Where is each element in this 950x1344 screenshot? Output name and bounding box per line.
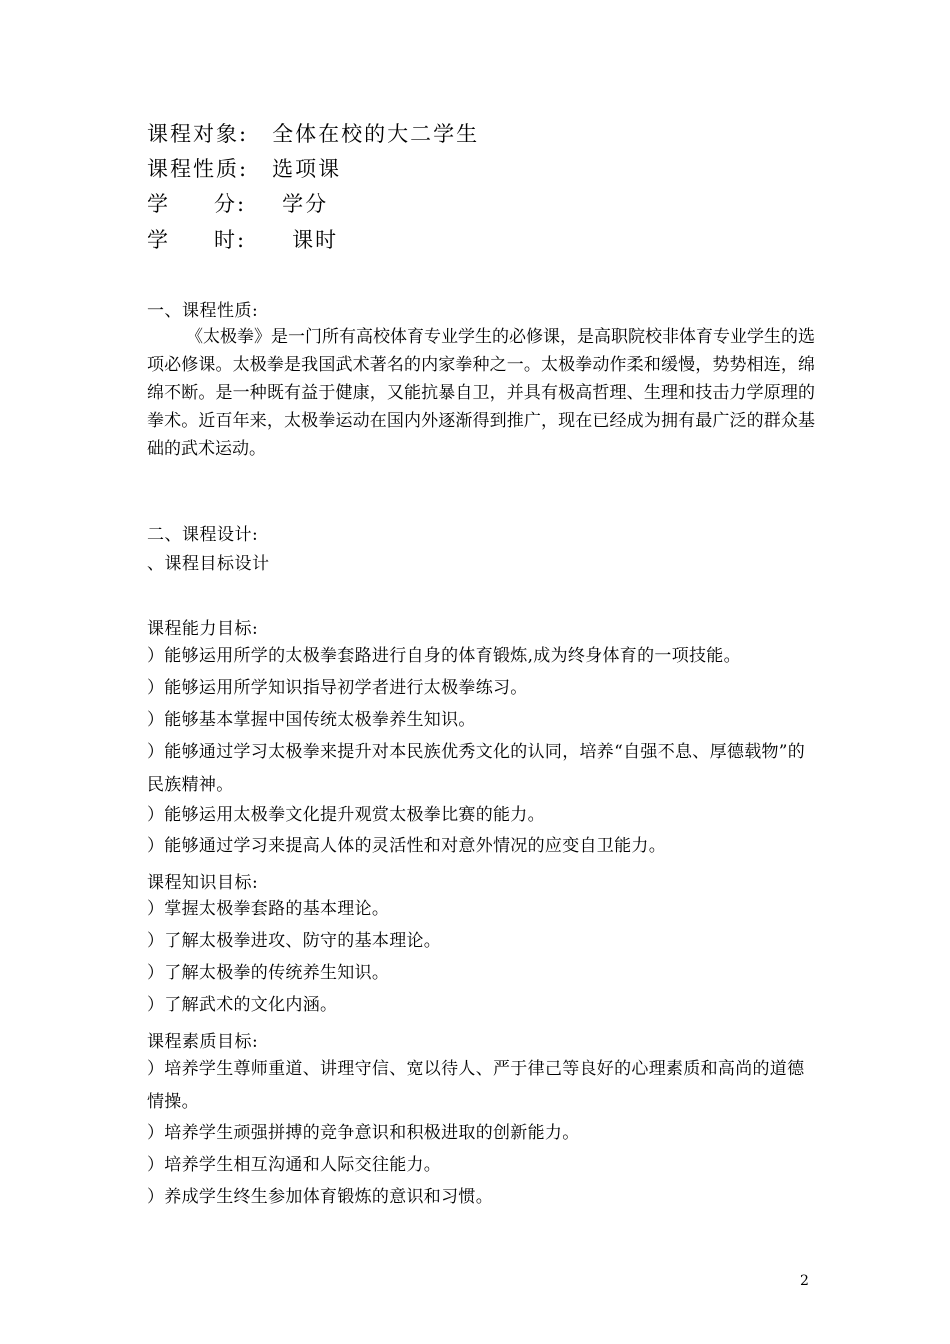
ability-goal-item-1: ）能够运用所学的太极拳套路进行自身的体育锻炼,成为终身体育的一项技能。 <box>147 646 741 666</box>
course-nature-value: 选项课 <box>272 157 342 181</box>
course-nature-label: 课程性质: <box>147 157 249 181</box>
course-credit-label-char1: 学 <box>147 192 170 216</box>
ability-goal-item-6: ）能够通过学习来提高人体的灵活性和对意外情况的应变自卫能力。 <box>147 836 666 856</box>
course-object-row <box>147 118 479 148</box>
ability-goal-item-3: ）能够基本掌握中国传统太极拳养生知识。 <box>147 710 476 730</box>
ability-goal-item-4: ）能够通过学习太极拳来提升对本民族优秀文化的认同，培养“自强不息、厚德载物”的民族精神。 <box>147 742 806 795</box>
ability-goal-item-2: ）能够运用所学知识指导初学者进行太极拳练习。 <box>147 678 528 698</box>
section2-subheading: 、课程目标设计 <box>147 554 270 574</box>
section1-heading: 一、课程性质: <box>147 301 259 321</box>
section1-paragraph: 《太极拳》是一门所有高校体育专业学生的必修课，是高职院校非体育专业学生的选项必修课。太极拳是我国武术著名的内家拳种之一。太极拳动作柔和缓慢，势势相连，绵绵不断。是一种既有益于健康，又能抗暴自卫，并具有极高哲理、生理和技击力学原理的拳术。近百年来，太极拳运动在国内外逐渐得到推广，现在已经成为拥有最广泛的群众基础的武术运动。 <box>147 327 815 459</box>
course-hours-label-char1: 学 <box>147 228 170 252</box>
course-hours-row <box>147 224 338 254</box>
course-hours-label-char2: 时: <box>214 228 247 252</box>
knowledge-goal-item-3: ）了解太极拳的传统养生知识。 <box>147 963 390 983</box>
section1-body <box>147 323 815 463</box>
quality-goals-title: 课程素质目标: <box>147 1032 259 1052</box>
quality-goal-item-4: ）养成学生终生参加体育锻炼的意识和习惯。 <box>147 1187 493 1207</box>
course-object-label: 课程对象: <box>147 122 249 146</box>
knowledge-goal-item-4: ）了解武术的文化内涵。 <box>147 995 338 1015</box>
course-object-value: 全体在校的大二学生 <box>272 122 480 146</box>
knowledge-goals-title: 课程知识目标: <box>147 873 259 893</box>
section2-heading: 二、课程设计: <box>147 525 259 545</box>
course-credit-value: 学分 <box>282 192 329 216</box>
quality-goal-item-3: ）培养学生相互沟通和人际交往能力。 <box>147 1155 442 1175</box>
course-credit-row <box>147 188 328 218</box>
page-number: 2 <box>800 1273 809 1289</box>
knowledge-goal-item-1: ）掌握太极拳套路的基本理论。 <box>147 899 390 919</box>
course-credit-label-char2: 分: <box>214 192 247 216</box>
course-nature-row <box>147 153 341 183</box>
quality-goal-item-1: ）培养学生尊师重道、讲理守信、宽以待人、严于律己等良好的心理素质和高尚的道德情操。 <box>147 1059 805 1112</box>
quality-goal-item-2: ）培养学生顽强拼搏的竞争意识和积极进取的创新能力。 <box>147 1123 580 1143</box>
ability-goal-item-5: ）能够运用太极拳文化提升观赏太极拳比赛的能力。 <box>147 805 545 825</box>
course-hours-value: 课时 <box>292 228 339 252</box>
knowledge-goal-item-2: ）了解太极拳进攻、防守的基本理论。 <box>147 931 442 951</box>
ability-goals-title: 课程能力目标: <box>147 619 259 639</box>
